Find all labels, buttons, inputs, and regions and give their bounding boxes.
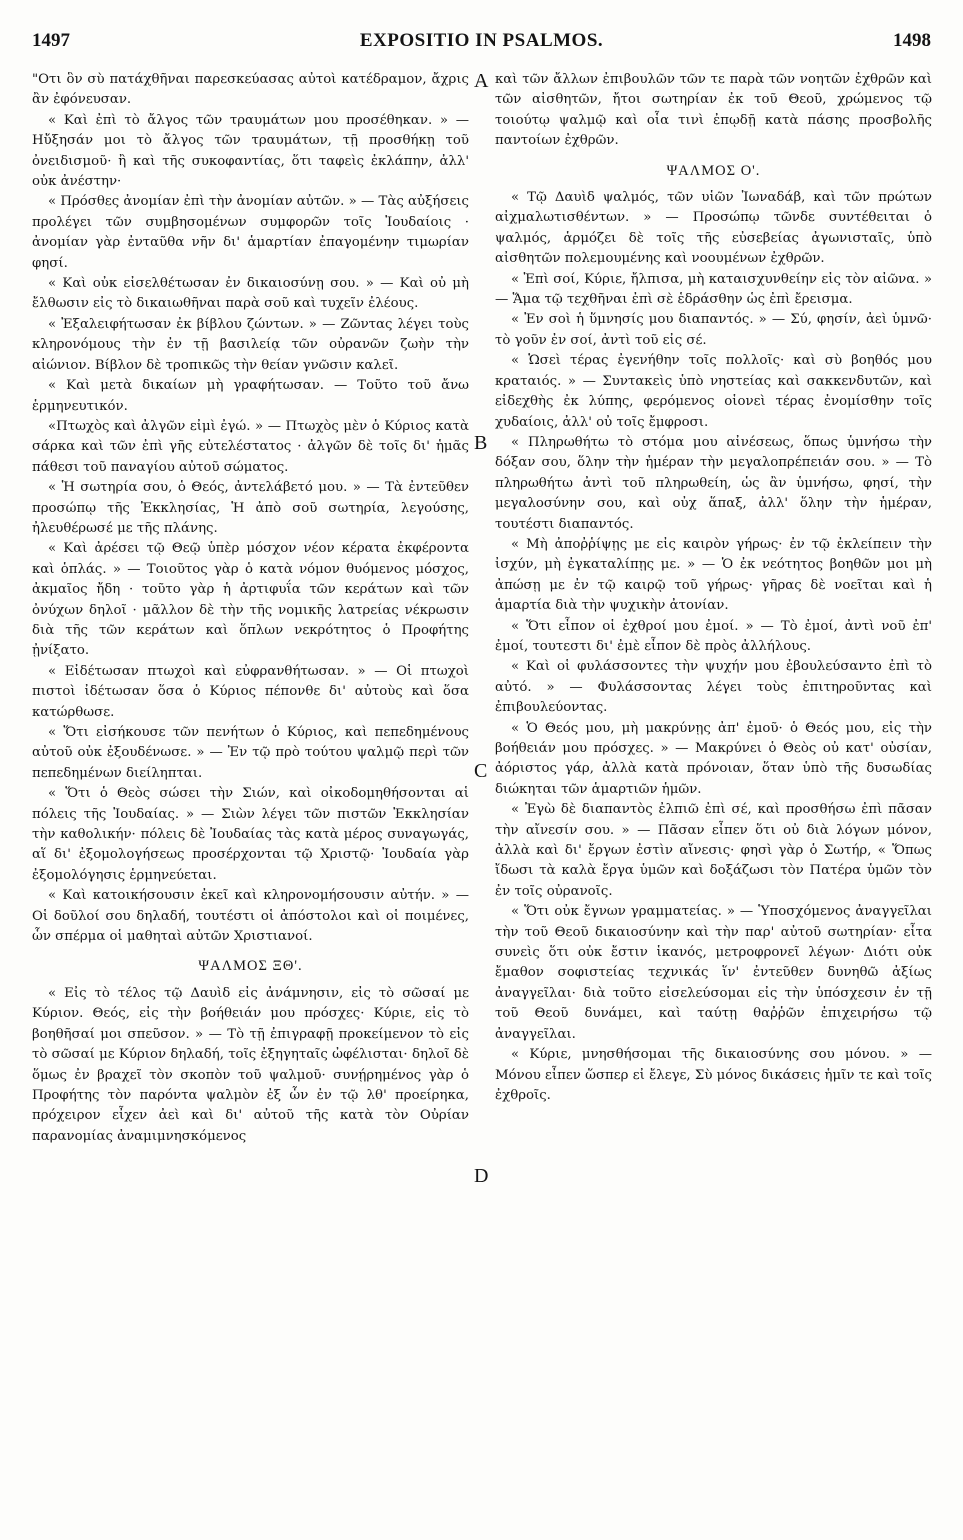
commentary-paragraph: « Μὴ ἀποῤῥίψῃς με εἰς καιρὸν γήρως· ἐν τῷ ἐκλείπειν τὴν ἰσχύν, μὴ ἐγκαταλίπῃς με. » — Ὁ ἐκ νεότητος βοηθῶν μοι μὴ ἀπώσῃ με ἐν τῷ καιρῷ τοῦ γήρως· γῆρας δὲ νοεῖται καὶ ἡ ἁμαρτία διὰ τὴν ψυχικὴν ἀτονίαν. [495,536,932,614]
commentary-paragraph: καὶ τῶν ἄλλων ἐπιβουλῶν τῶν τε παρὰ τῶν νοητῶν ἐχθρῶν καὶ τῶν αἰσθητῶν, ἤτοι σωτηρίαν ἐκ τοῦ Θεοῦ, χρώμενος τῷ τοιούτῳ ψαλμῷ καὶ οἷα τινὶ ἐπῳδῇ κατὰ πάσης προσβολῆς παντοίων ἐχθρῶν. [495,72,932,149]
commentary-paragraph: « Ἐγὼ δὲ διαπαντὸς ἐλπιῶ ἐπὶ σέ, καὶ προσθήσω ἐπὶ πᾶσαν τὴν αἴνεσίν σου. » — Πᾶσαν εἶπεν ὅτι οὐ διὰ λόγων μόνον, ἀλλὰ καὶ δι' ἔργων ἐστὶν αἴνεσις· φησὶ γὰρ ὁ Σωτήρ, « Ὅπως ἴδωσι τὰ καλὰ ἔργα ὑμῶν καὶ δοξάζωσι τὸν Πατέρα ὑμῶν τὸν ἐν τοῖς οὐρανοῖς. [495,802,932,899]
commentary-paragraph: « Ἐπὶ σοί, Κύριε, ἤλπισα, μὴ καταισχυνθείην εἰς τὸν αἰῶνα. » — Ἅμα τῷ τεχθῆναι ἐπὶ σὲ ἑδράσθην ὡς ἐπὶ ἔρεισμα. [495,271,932,308]
commentary-paragraph: « Ἡ σωτηρία σου, ὁ Θεός, ἀντελάβετό μου. » — Τὰ ἐντεῦθεν προσώπῳ τῆς Ἐκκλησίας, Ἡ ἀπὸ σοῦ σωτηρία, λεγούσης, ἠλευθέρωσέ με τῆς πλάνης. [32,480,469,536]
commentary-paragraph: « Τῷ Δαυὶδ ψαλμός, τῶν υἱῶν Ἰωναδάβ, καὶ τῶν πρώτων αἰχμαλωτισθέντων. » — Προσώπῳ τῶνδε συντέθειται ὁ ψαλμός, ἁρμόζει δὲ τοῖς τῆς εὐσεβείας ἀγωνισταῖς, ὑπὸ αἰσθητῶν πολεμουμένης καὶ νοουμένων ἐχθρῶν. [495,190,932,267]
commentary-paragraph: « Καὶ μετὰ δικαίων μὴ γραφήτωσαν. — Τοῦτο τοῦ ἄνω ἑρμηνευτικόν. [32,378,469,414]
running-title: EXPOSITIO IN PSALMOS. [359,30,604,51]
commentary-paragraph: « Καὶ κατοικήσουσιν ἐκεῖ καὶ κληρονομήσουσιν αὐτήν. » — Οἱ δοῦλοί σου δηλαδή, τουτέστι οἱ ἀπόστολοι καὶ οἱ ποιμένες, ὧν σπέρμα οἱ μαθηταὶ αὐτῶν Χριστιανοί. [32,888,469,945]
commentary-paragraph: « Εἰς τὸ τέλος τῷ Δαυὶδ εἰς ἀνάμνησιν, εἰς τὸ σῶσαί με Κύριον. Θεός, εἰς τὴν βοήθειάν μου πρόσχες· Κύριε, εἰς τὸ βοηθῆσαί μοι σπεῦσον. » — Τὸ τῇ ἐπιγραφῇ προκείμενον τὸ εἰς τὸ σῶσαί με Κύριον δηλαδή, τοῖς ἐξηγηταῖς ὠφέλισται· δηλοῖ δὲ ὅμως ἐν βραχεῖ τὸν σκοπὸν τοῦ ψαλμοῦ· συνῄρημένος γὰρ ὁ Προφήτης τὸν παρόντα ψαλμὸν ἐξ ὧν ἐν τῷ λθ' προείρηκα, πρόχειρον εἶχεν ἀεὶ καὶ δι' αὐτοῦ τῆς κατὰ τὸν Οὐρίαν παρανομίας ἀναμιμνησκόμενος [32,985,469,1144]
commentary-paragraph: « Καὶ ἀρέσει τῷ Θεῷ ὑπὲρ μόσχον νέον κέρατα ἐκφέροντα καὶ ὁπλάς. » — Τοιοῦτος γὰρ ὁ κατὰ νόμον θυόμενος μόσχος, ἀκμαῖος ἤδη · τοῦτο γὰρ ἡ ἀρτιφυΐα τῶν κεράτων καὶ τῶν ὀνύχων δηλοῖ · μᾶλλον δὲ τὴν τῆς νομικῆς λατρείας νέκρωσιν διὰ τῆς τῶν κεράτων καὶ ὅπλων νεκρότητος ὁ Προφήτης ᾐνίξατο. [32,541,469,659]
left-column [32,70,469,1530]
right-column [495,70,932,1530]
commentary-paragraph: « Ὅτι οὐκ ἔγνων γραμματείας. » — Ὑποσχόμενος ἀναγγεῖλαι τὴν τοῦ Θεοῦ δικαιοσύνην καὶ τὴν παρ' αὐτοῦ σωτηρίαν· εἶτα συνεὶς ὅτι οὐκ ἔστιν ἱκανός, μετροφρονεῖ λέγων· Διότι οὐκ ἔμαθον σοφιστείας τεχνικάς ἵν' ἐντεῦθεν δυνηθῶ ἀξίως ἀναγγεῖλαι· διὰ τοῦτο εἰσελεύσομαι εἰς τὴν ὑπόσχεσιν ἐν τῇ τοῦ Θεοῦ δυνάμει, καὶ ταύτῃ θαῤῥῶν ἐπιχειρήσω τῷ ἀναγγεῖλαι. [495,904,932,1042]
commentary-paragraph: « Πρόσθες ἀνομίαν ἐπὶ τὴν ἀνομίαν αὐτῶν. » — Τὰς αὐξήσεις προλέγει τῶν συμβησομένων συμφορῶν τοῖς Ἰουδαίοις · ἀνομίαν γὰρ ἐνταῦθα νῆν δι' ἁμαρτίαν ἐπαγομένην τιμωρίαν φησί. [32,194,469,271]
commentary-paragraph: « Ἐν σοὶ ἡ ὕμνησίς μου διαπαντός. » — Σύ, φησίν, ἀεὶ ὑμνῶ· τὸ γοῦν ἐν σοί, ἀντὶ τοῦ εἰς σέ. [495,312,932,348]
psalm-heading: ΨΑΛΜΟΣ Ο'. [666,162,761,179]
commentary-paragraph: « Ὅτι εἶπον οἱ ἐχθροί μου ἐμοί. » — Τὸ ἐμοί, ἀντὶ νοῦ ἐπ' ἐμοί, τουτεστι δι' ἐμὲ εἶπον δὲ πρὸς ἀλλήλους. [495,618,932,654]
commentary-paragraph: « Ὅτι ὁ Θεὸς σώσει τὴν Σιών, καὶ οἰκοδομηθήσονται αἱ πόλεις τῆς Ἰουδαίας. » — Σιὼν λέγει τῶν πιστῶν Ἐκκλησίαν τὴν καθολικήν· πόλεις δὲ Ἰουδαίας τὰς κατὰ μέρος συναγωγάς, αἵ δι' ἐξομολογήσεως προσέρχονται τῷ Χριστῷ· Ἰουδαία γὰρ ἐξομολόγησις ἑρμηνεύεται. [32,786,469,883]
commentary-paragraph: « Πληρωθήτω τὸ στόμα μου αἰνέσεως, ὅπως ὑμνήσω τὴν δόξαν σου, ὅλην τὴν ἡμέραν τὴν μεγαλοπρέπειάν σου. » — Τὸ πληρωθήτω ἀντὶ τοῦ πληρωθείη, ὡς ἂν ὑμνήσω, φησί, τὴν μεγαλοσύνην σου, καὶ οὐχ ἅπαξ, ἀλλ' ὅλην τὴν ἡμέραν, τουτέστι διαπαντός. [495,434,932,532]
margin-marker-a: A [474,70,489,92]
page-header [32,30,931,60]
psalm-heading: ΨΑΛΜΟΣ ΞΘ'. [198,958,303,975]
commentary-paragraph: « Καὶ οὐκ εἰσελθέτωσαν ἐν δικαιοσύνῃ σου. » — Καὶ οὐ μὴ ἔλθωσιν εἰς τὸ δικαιωθῆναι παρὰ σοῦ καὶ τυχεῖν ἐλέους. [32,276,469,312]
commentary-paragraph: « Ὅτι εἰσήκουσε τῶν πενήτων ὁ Κύριος, καὶ πεπεδημένους αὐτοῦ οὐκ ἐξουδένωσε. » — Ἐν τῷ πρὸ τούτου ψαλμῷ περὶ τῶν πεπεδημένων διείληπται. [32,725,469,781]
margin-marker-c: C [474,760,488,782]
commentary-paragraph: « Εἰδέτωσαν πτωχοὶ καὶ εὐφρανθήτωσαν. » — Οἱ πτωχοὶ πιστοὶ ἰδέτωσαν ὅσα ὁ Κύριος πέπονθε δι' αὐτοὺς καὶ ὅσα κατώρθωσε. [32,663,469,720]
commentary-paragraph: «Πτωχὸς καὶ ἀλγῶν εἰμὶ ἐγώ. » — Πτωχὸς μὲν ὁ Κύριος κατὰ σάρκα καὶ τῶν ἐπὶ γῆς εὐτελέστατος · ἀλγῶν δὲ τοῖς δι' ἡμᾶς πάθεσι τοῦ παναγίου αὐτοῦ σώματος. [32,418,469,475]
commentary-paragraph: « Ὁ Θεός μου, μὴ μακρύνῃς ἀπ' ἐμοῦ· ὁ Θεός μου, εἰς τὴν βοήθειάν μου πρόσχες. » — Μακρύνει ὁ Θεὸς οὐ κατ' οὐσίαν, ἀόριστος γάρ, ἀλλὰ κατὰ πρόνοιαν, ὅταν ὑπὸ τῆς δυσωδίας διώκηται τῶν ἁμαρτιῶν ἡμῶν. [495,720,932,797]
commentary-paragraph: « Κύριε, μνησθήσομαι τῆς δικαιοσύνης σου μόνου. » — Μόνου εἶπεν ὥσπερ εἰ ἔλεγε, Σὺ μόνος δικάσεις ἡμῖν τε καὶ τοῖς ἐχθροῖς. [495,1047,932,1103]
commentary-paragraph: « Ὡσεὶ τέρας ἐγενήθην τοῖς πολλοῖς· καὶ σὺ βοηθός μου κραταιός. » — Συντακεὶς ὑπὸ νηστείας καὶ σακκενδυτῶν, καὶ εἰδεχθὴς ἐκ λύπης, φερόμενος οἱονεὶ τέρας ἐνομίσθην τοῖς χυδαίοις, ἀλλ' οὐ τοῖς ἔμφροσι. [495,353,932,430]
page-number-right: 1498 [893,30,931,51]
commentary-paragraph: « Ἐξαλειφήτωσαν ἐκ βίβλου ζώντων. » — Ζῶντας λέγει τοὺς κληρονόμους τὴν ἐν τῇ βασιλείᾳ τῶν οὐρανῶν ζωὴν τὴν αἰώνιον. Βίβλον δὲ τροπικῶς τὴν θείαν γνῶσιν καλεῖ. [32,316,469,373]
commentary-paragraph: « Καὶ ἐπὶ τὸ ἄλγος τῶν τραυμάτων μου προσέθηκαν. » — Ηὔξησάν μοι τὸ ἄλγος τῶν τραυμάτων, τῇ προσθήκῃ τοῦ ὀνειδισμοῦ· ἢ καὶ τῆς συκοφαντίας, ὅτι ταφεὶς ἐκλάπην, ἀλλ' οὐκ ἀνέστην· [32,112,469,190]
page-number-left: 1497 [32,30,70,51]
margin-marker-b: B [474,432,488,454]
margin-marker-d: D [474,1165,489,1187]
commentary-paragraph: « Καὶ οἱ φυλάσσοντες τὴν ψυχήν μου ἐβουλεύσαντο ἐπὶ τὸ αὐτό. » — Φυλάσσοντας λέγει τοὺς ἐπιτηροῦντας καὶ ἐπιβουλεύοντας. [495,659,932,716]
commentary-paragraph: "Οτι ὃν σὺ πατάχθῆναι παρεσκεύασας αὐτοὶ κατέδραμον, ἄχρις ἂν ἐφόνευσαν. [32,72,469,108]
